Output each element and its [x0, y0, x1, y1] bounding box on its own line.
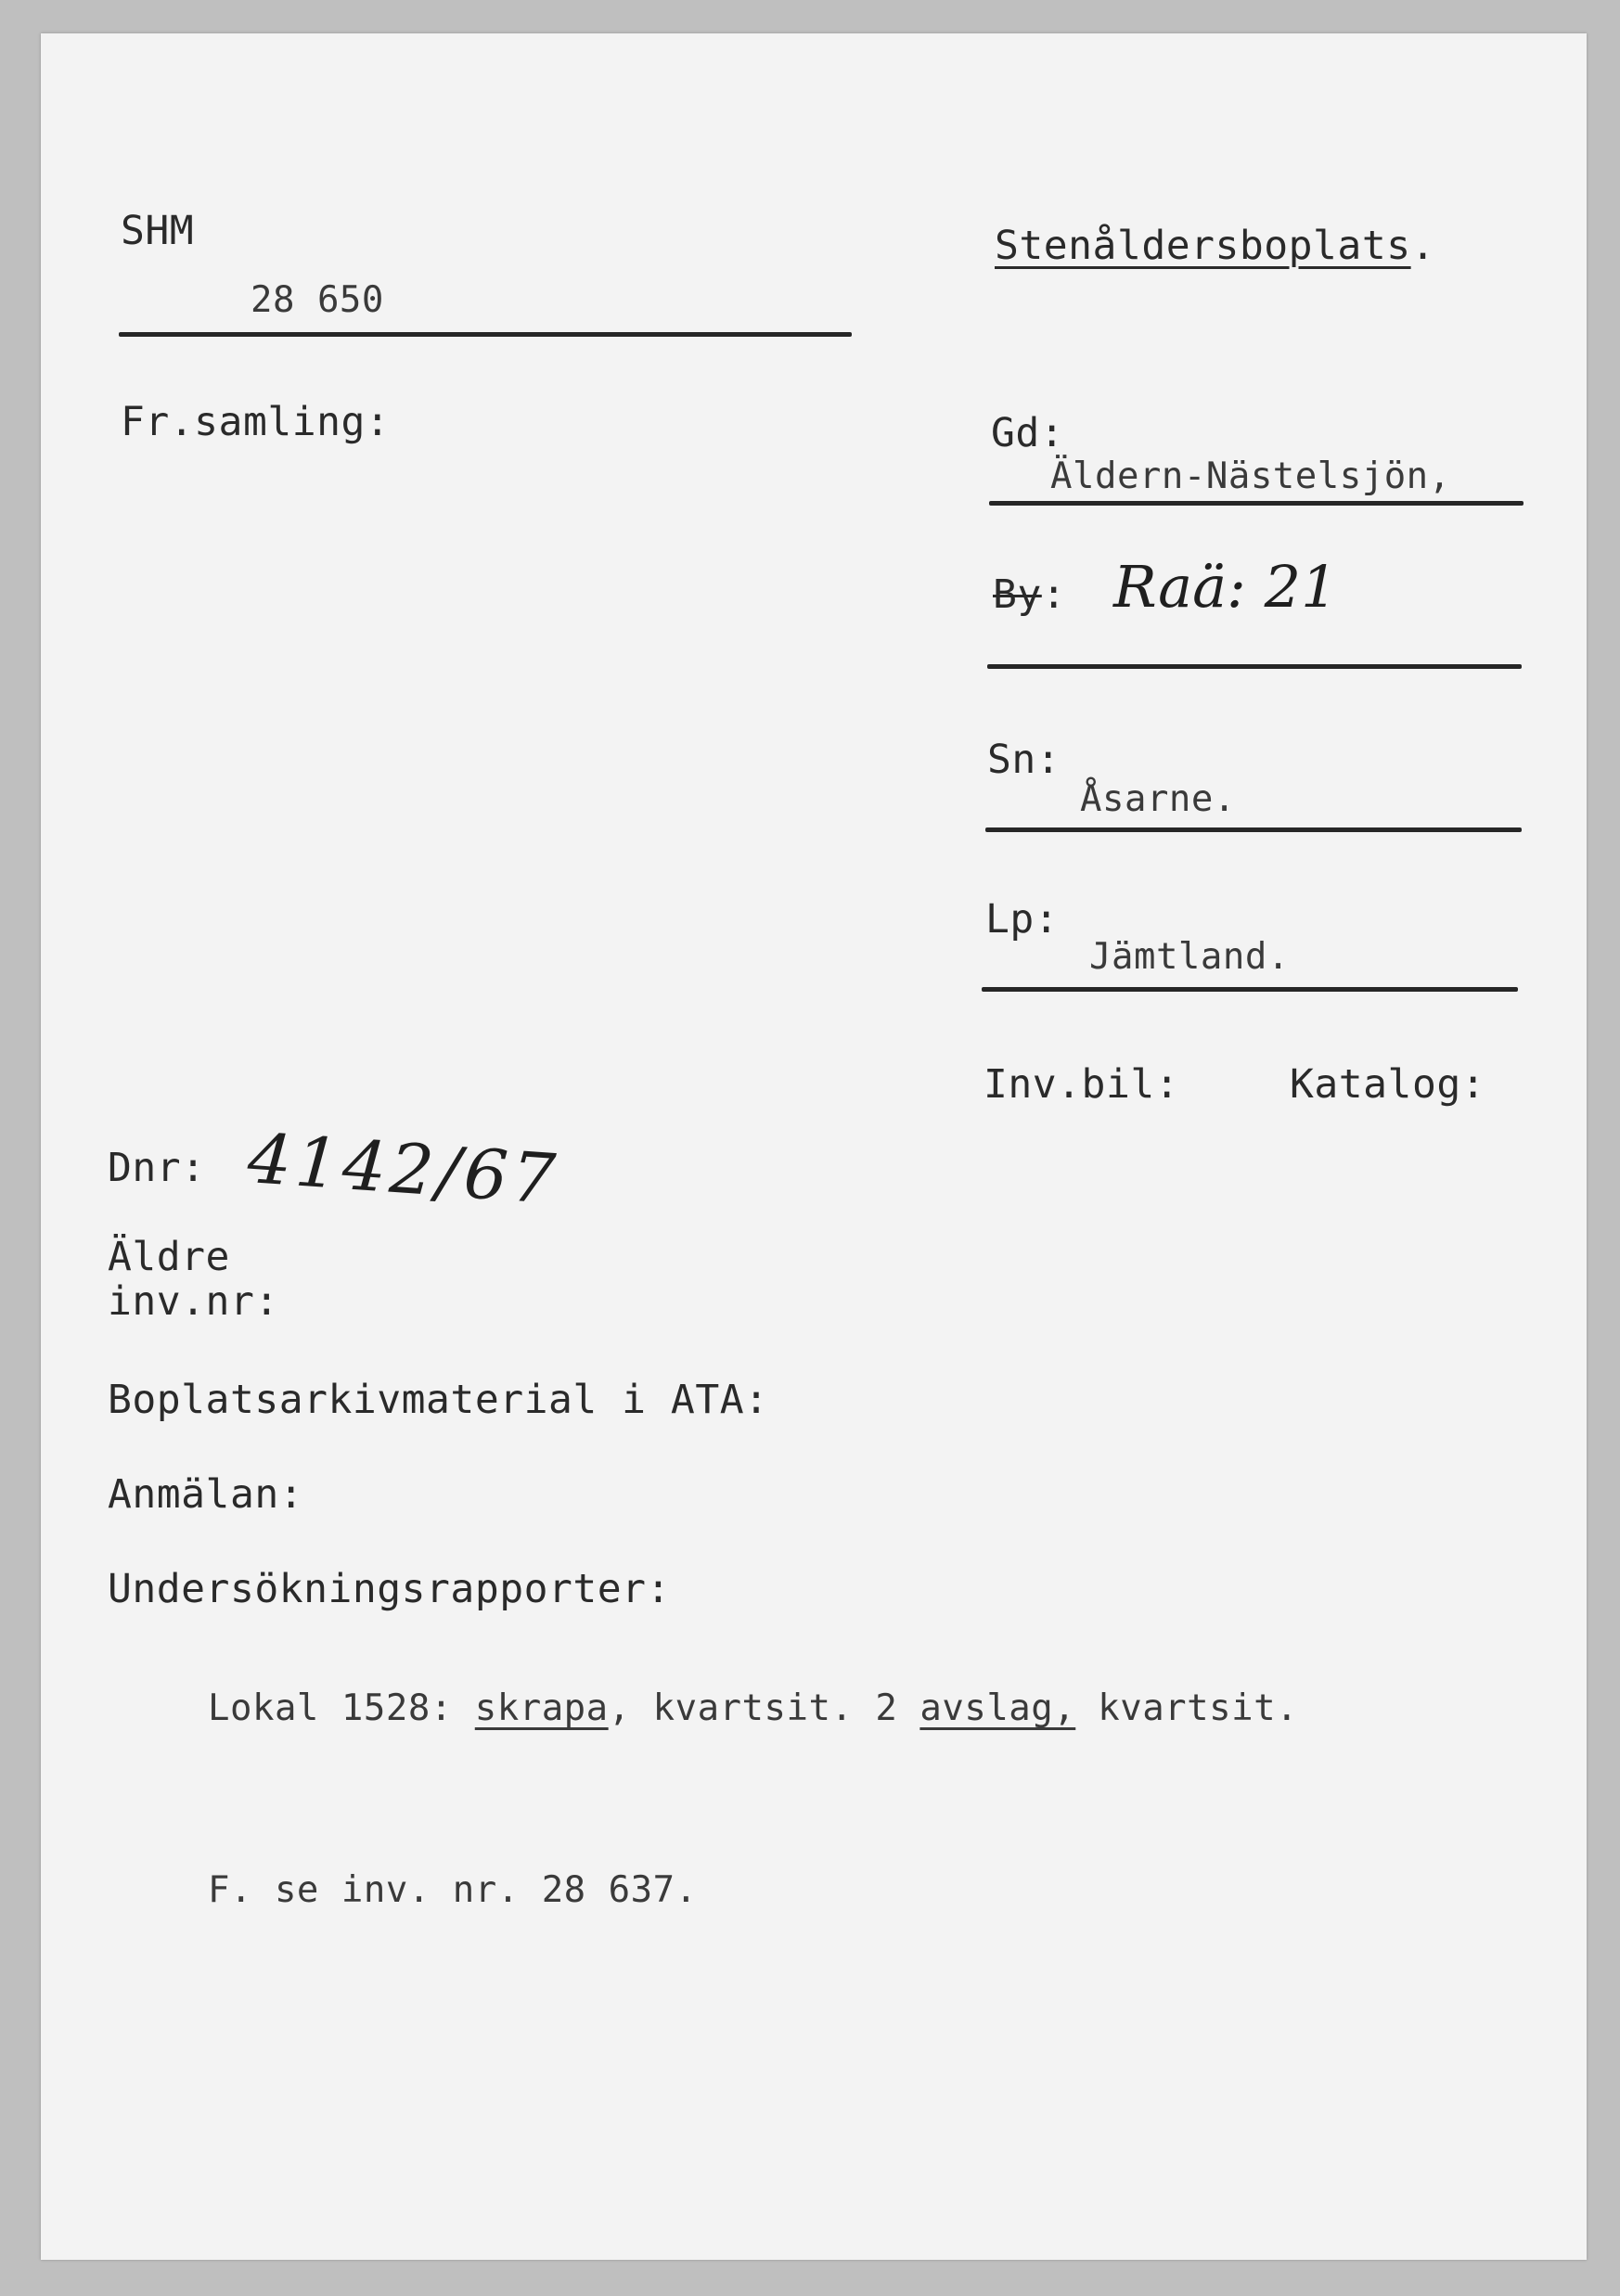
- lokal-suffix: kvartsit.: [1075, 1687, 1299, 1729]
- catalog-card: [41, 33, 1587, 2260]
- reference-line: F. se inv. nr. 28 637.: [208, 1869, 698, 1911]
- by-colon: :: [1041, 571, 1067, 618]
- site-type-dot: .: [1410, 223, 1435, 269]
- by-label: By: [993, 571, 1042, 618]
- older-inv-label-line2: inv.nr:: [108, 1278, 279, 1325]
- rapporter-label: Undersökningsrapporter:: [108, 1566, 671, 1612]
- lp-label: Lp:: [985, 896, 1060, 943]
- gd-value: Äldern-Nästelsjön,: [1050, 455, 1451, 497]
- anmalan-label: Anmälan:: [108, 1471, 304, 1518]
- gd-rule: [989, 501, 1524, 506]
- lp-value: Jämtland.: [1089, 936, 1290, 978]
- sn-label: Sn:: [987, 737, 1061, 783]
- site-type: [995, 223, 1435, 269]
- lp-rule: [982, 987, 1518, 992]
- dnr-label: Dnr:: [108, 1145, 206, 1191]
- katalog-label: Katalog:: [1290, 1061, 1486, 1108]
- museum-abbrev: SHM: [121, 208, 195, 254]
- sn-value: Åsarne.: [1080, 778, 1236, 820]
- boplats-archive-label: Boplatsarkivmaterial i ATA:: [108, 1377, 769, 1423]
- dnr-value-handwritten: 4142/67: [245, 1119, 562, 1221]
- by-field: [993, 571, 1067, 618]
- inventory-number: 28 650: [251, 279, 384, 321]
- lokal-prefix: Lokal 1528:: [208, 1687, 475, 1729]
- lokal-item-skrapa: skrapa: [474, 1687, 609, 1729]
- lokal-item-avslag: avslag,: [919, 1687, 1076, 1729]
- raa-number-handwritten: Raä: 21: [1113, 553, 1338, 621]
- by-rule: [987, 664, 1522, 669]
- header-rule-left: [119, 332, 852, 337]
- fr-samling-label: Fr.samling:: [121, 399, 391, 445]
- lokal-finds-line: [208, 1687, 1299, 1729]
- older-inv-label-line1: Äldre: [108, 1234, 230, 1280]
- site-type-text: Stenåldersboplats: [995, 223, 1411, 269]
- gd-label: Gd:: [991, 410, 1065, 456]
- sn-rule: [985, 827, 1522, 832]
- inv-bil-label: Inv.bil:: [984, 1061, 1180, 1108]
- lokal-mid: , kvartsit. 2: [608, 1687, 920, 1729]
